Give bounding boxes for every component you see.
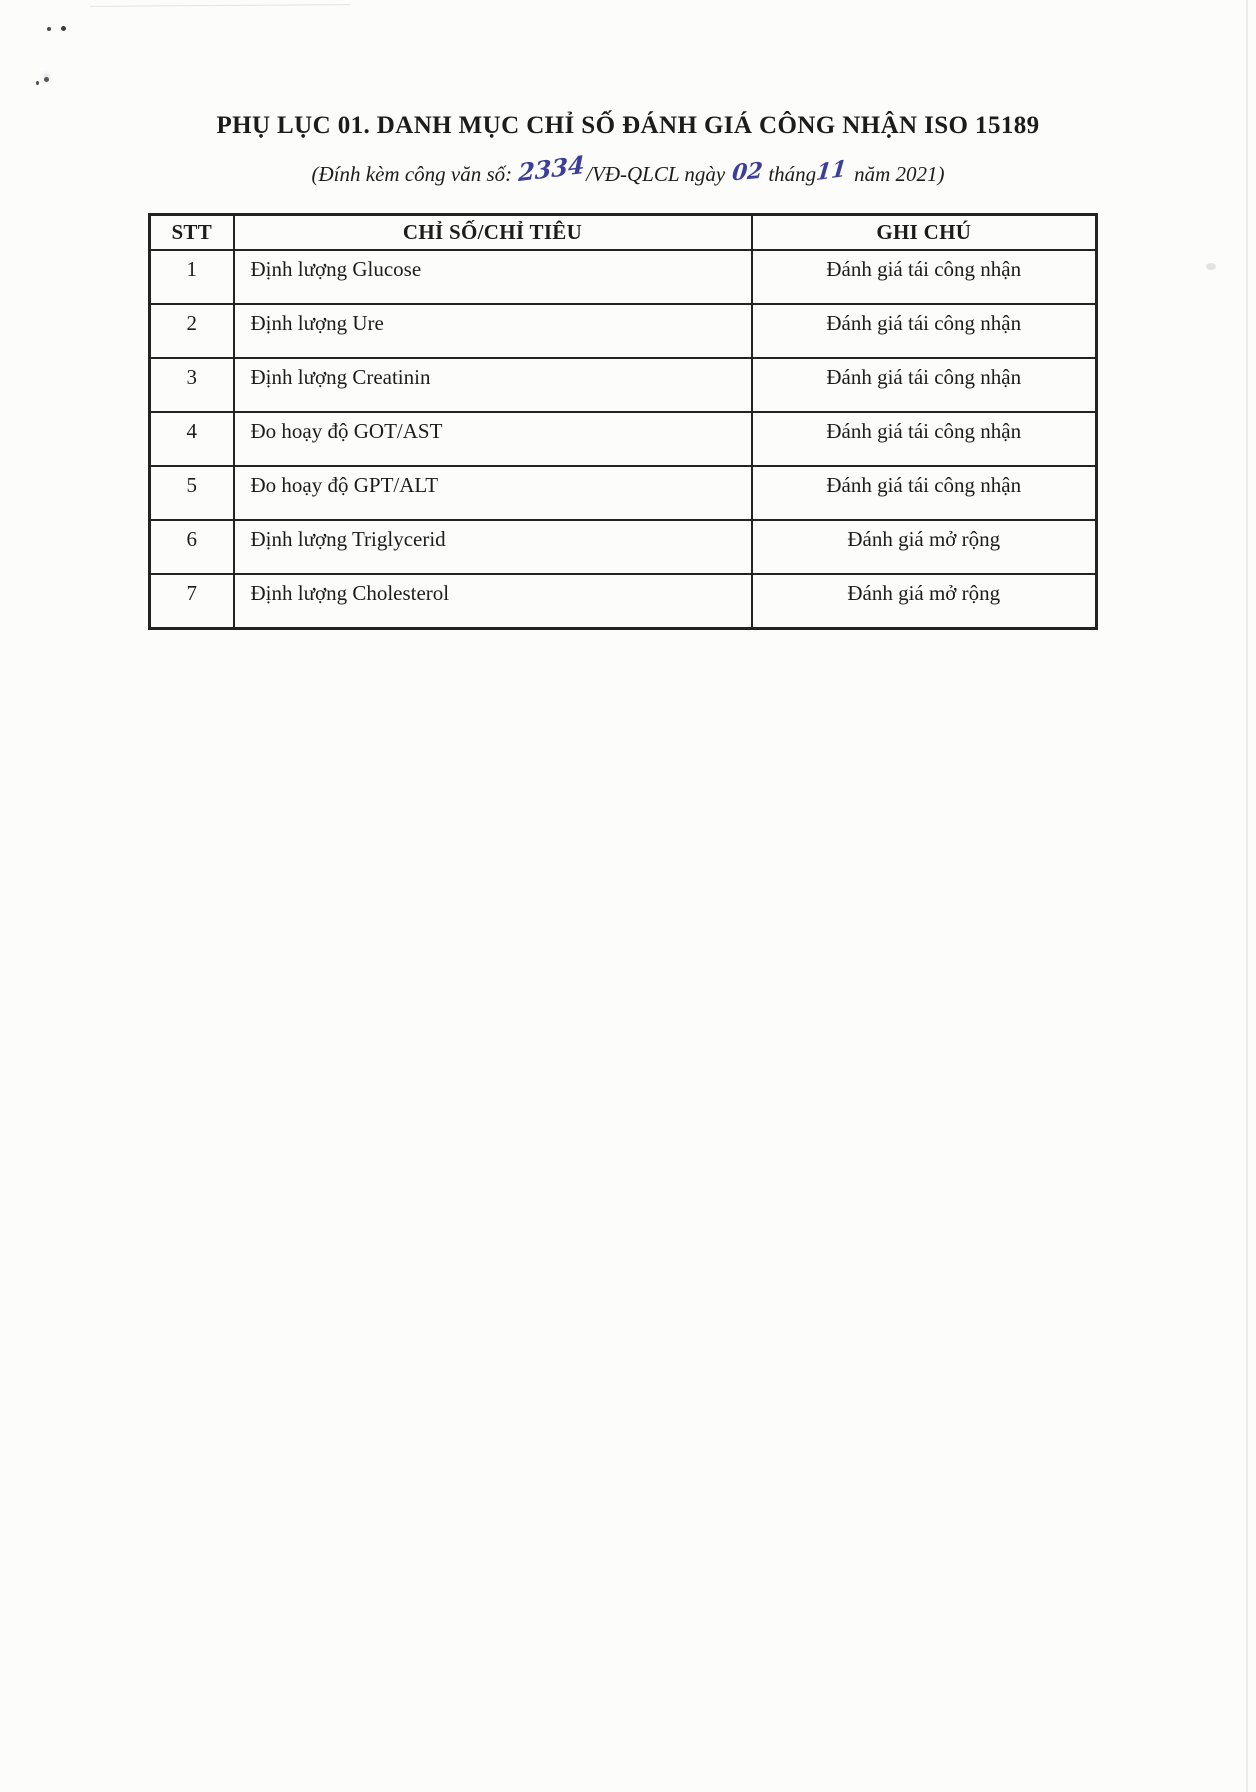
note-cell: Đánh giá tái công nhận	[752, 466, 1097, 520]
scan-artifact-dot	[44, 77, 49, 82]
table-row	[150, 520, 1097, 574]
subtitle-prefix: (Đính kèm công văn số:	[311, 162, 518, 186]
note-cell: Đánh giá tái công nhận	[752, 358, 1097, 412]
subtitle-middle: /VĐ-QLCL ngày	[586, 162, 731, 186]
subtitle-suffix: năm 2021)	[848, 162, 945, 186]
handwritten-day: 02	[731, 157, 765, 187]
handwritten-month: 11	[814, 155, 849, 187]
indicator-cell: Định lượng Glucose	[234, 250, 752, 304]
note-cell: Đánh giá tái công nhận	[752, 250, 1097, 304]
table-row	[150, 358, 1097, 412]
indicator-cell: Đo hoạy độ GPT/ALT	[234, 466, 752, 520]
table-row	[150, 250, 1097, 304]
scan-artifact-dot	[36, 81, 39, 85]
indicator-cell: Định lượng Cholesterol	[234, 574, 752, 629]
iso-15189-indicator-table	[148, 213, 1098, 630]
note-cell: Đánh giá mở rộng	[752, 520, 1097, 574]
stt-cell: 6	[150, 520, 234, 574]
indicator-cell: Định lượng Ure	[234, 304, 752, 358]
column-header-chi-so: CHỈ SỐ/CHỈ TIÊU	[234, 215, 752, 251]
stt-cell: 2	[150, 304, 234, 358]
indicator-cell: Định lượng Creatinin	[234, 358, 752, 412]
scan-edge-line	[90, 4, 350, 7]
stt-cell: 5	[150, 466, 234, 520]
stt-cell: 3	[150, 358, 234, 412]
handwritten-doc-number: 2334	[518, 149, 586, 188]
subtitle-line	[0, 149, 1256, 188]
stt-cell: 1	[150, 250, 234, 304]
scan-edge-shadow	[1246, 0, 1248, 1792]
indicator-cell: Định lượng Triglycerid	[234, 520, 752, 574]
table-row	[150, 466, 1097, 520]
table-header-row	[150, 215, 1097, 251]
column-header-stt: STT	[150, 215, 234, 251]
stt-cell: 4	[150, 412, 234, 466]
subtitle-month-label: tháng	[763, 162, 817, 186]
indicator-cell: Đo hoạy độ GOT/AST	[234, 412, 752, 466]
note-cell: Đánh giá mở rộng	[752, 574, 1097, 629]
column-header-ghi-chu: GHI CHÚ	[752, 215, 1097, 251]
note-cell: Đánh giá tái công nhận	[752, 304, 1097, 358]
scan-smudge	[1206, 263, 1216, 270]
scan-artifact-dot	[47, 27, 51, 31]
scan-artifact-dot	[61, 26, 66, 31]
table-row	[150, 412, 1097, 466]
note-cell: Đánh giá tái công nhận	[752, 412, 1097, 466]
stt-cell: 7	[150, 574, 234, 629]
table-row	[150, 574, 1097, 629]
page-title: PHỤ LỤC 01. DANH MỤC CHỈ SỐ ĐÁNH GIÁ CÔNG NHẬN ISO 15189	[216, 112, 1040, 139]
table-row	[150, 304, 1097, 358]
